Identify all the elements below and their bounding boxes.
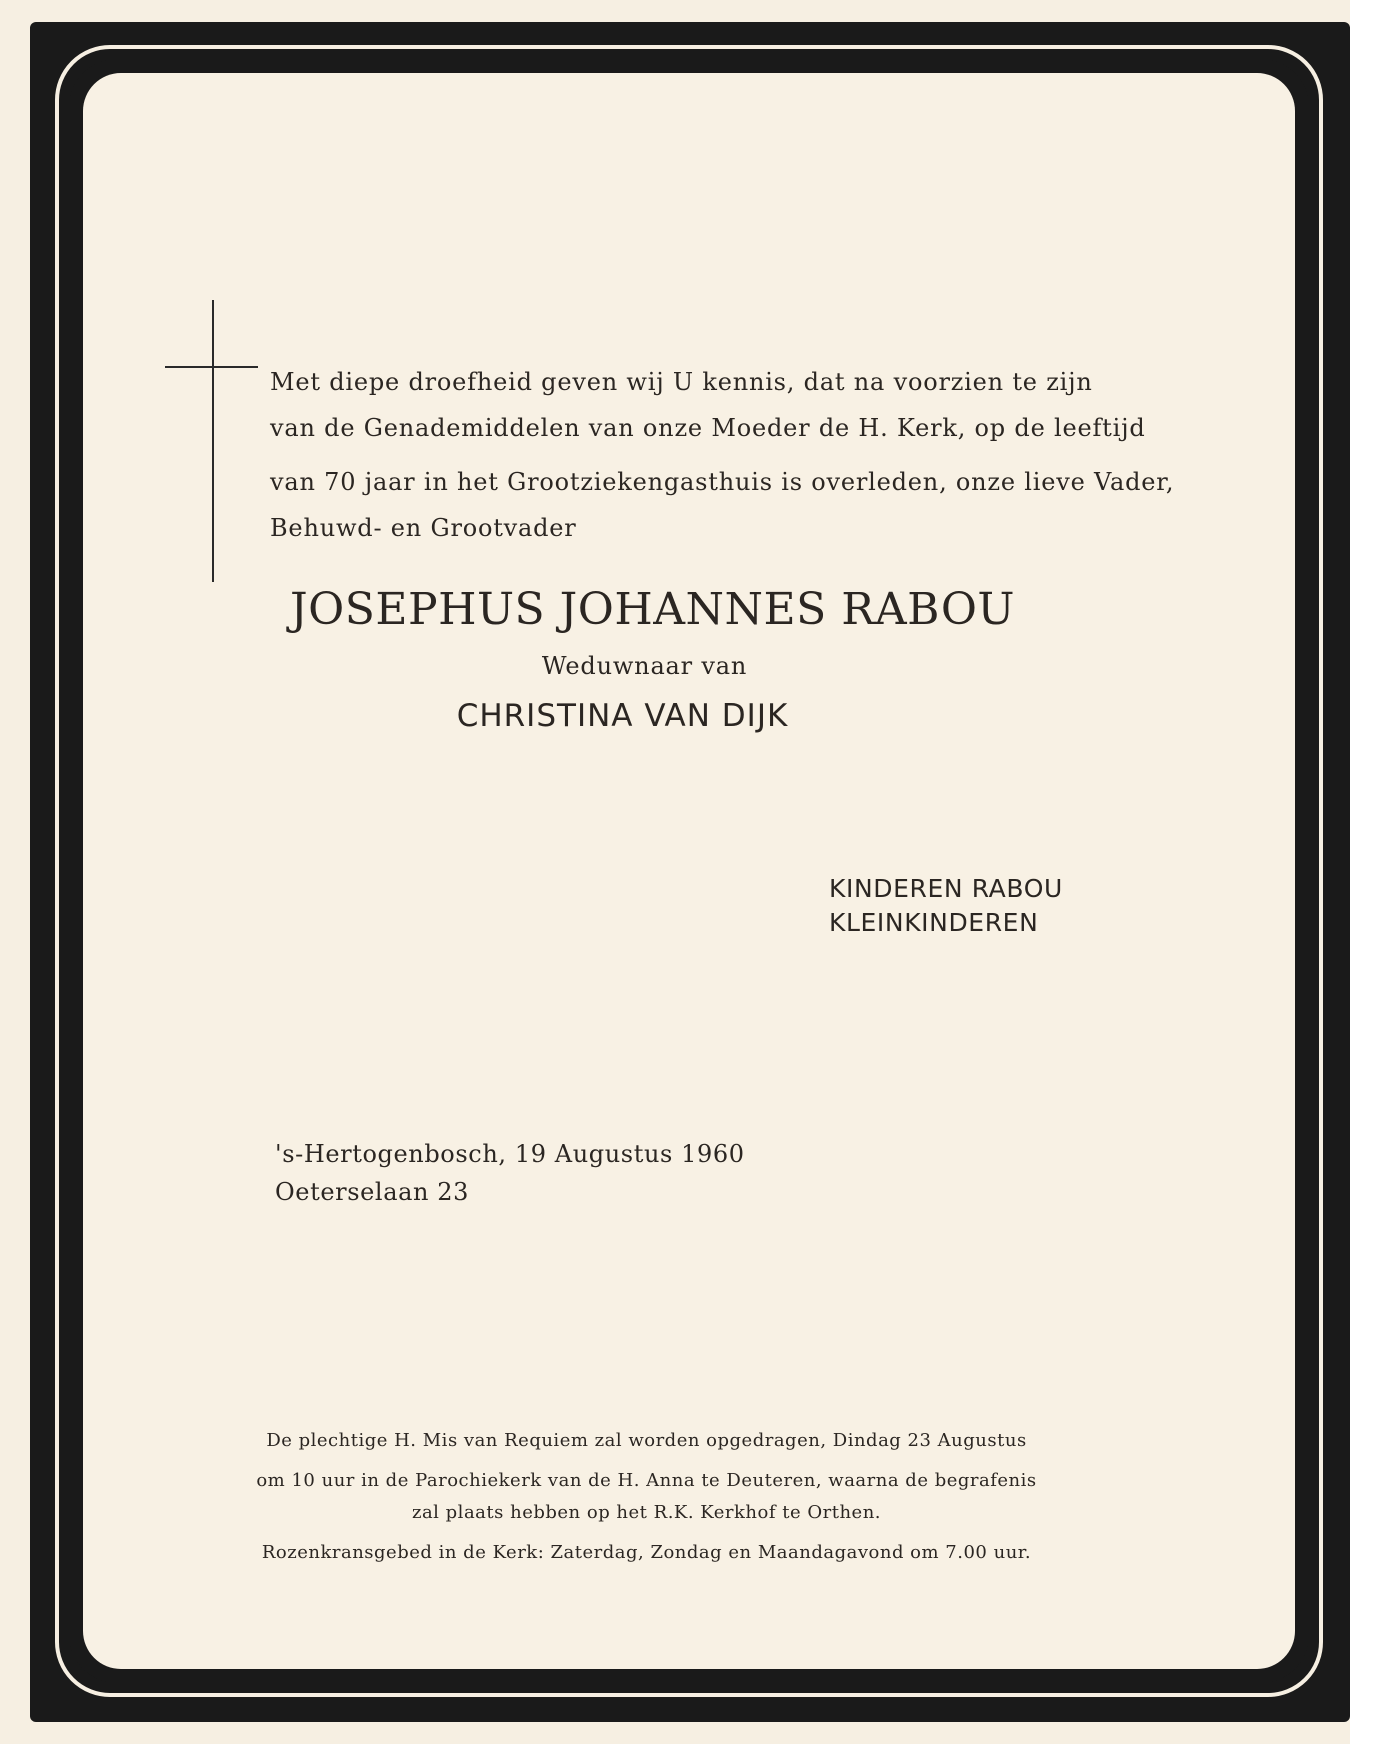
widower-label: Weduwnaar van	[541, 652, 748, 680]
cross-icon-vertical	[212, 300, 214, 582]
deceased-name: JOSEPHUS JOHANNES RABOU	[290, 584, 1015, 635]
service-line-1: De plechtige H. Mis van Requiem zal worden opgedragen, Dindag 23 Augustus	[266, 1430, 1027, 1451]
intro-line-1: Met diepe droefheid geven wij U kennis, dat na voorzien te zijn	[270, 368, 1093, 396]
service-line-3: zal plaats hebben op het R.K. Kerkhof te Orthen.	[411, 1502, 882, 1523]
signatory-children: KINDEREN RABOU	[829, 874, 1063, 903]
spouse-name: CHRISTINA VAN DIJK	[456, 698, 789, 734]
service-line-2: om 10 uur in de Parochiekerk van de H. Anna te Deuteren, waarna de begrafenis	[256, 1470, 1037, 1491]
intro-line-4: Behuwd- en Grootvader	[270, 514, 577, 542]
intro-line-2: van de Genademiddelen van onze Moeder de H. Kerk, op de leeftijd	[270, 414, 1146, 442]
signatory-grandchildren: KLEINKINDEREN	[829, 908, 1039, 937]
place-date: 's-Hertogenbosch, 19 Augustus 1960	[275, 1140, 745, 1168]
address: Oeterselaan 23	[275, 1178, 470, 1206]
cross-icon-horizontal	[165, 366, 258, 368]
service-line-4: Rozenkransgebed in de Kerk: Zaterdag, Zondag en Maandagavond om 7.00 uur.	[261, 1542, 1032, 1563]
intro-line-3: van 70 jaar in het Grootziekengasthuis is overleden, onze lieve Vader,	[270, 468, 1175, 496]
